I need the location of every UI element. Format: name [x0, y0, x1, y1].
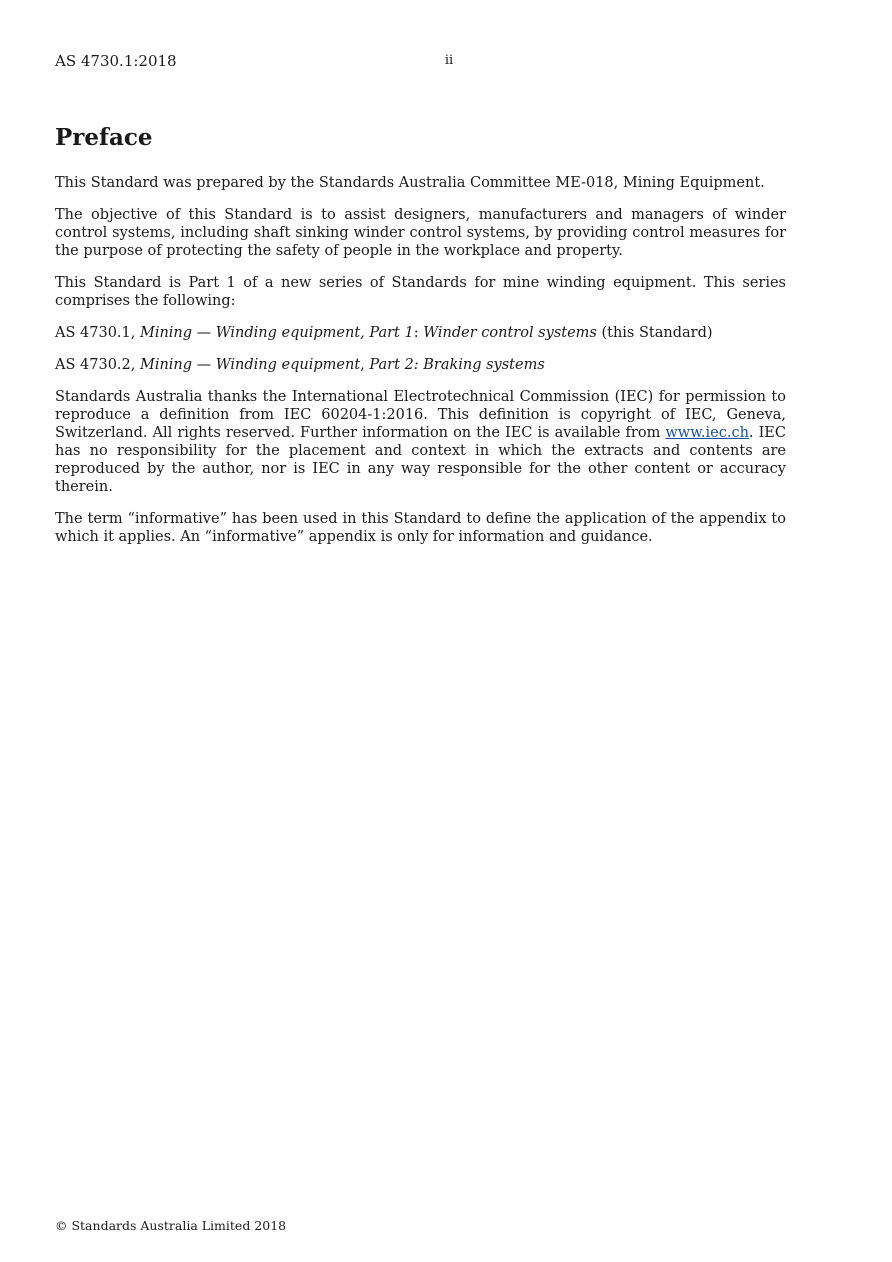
series-item-code: AS 4730.2,: [55, 357, 140, 373]
iec-text-after-link: . IEC has no responsibility for the placement and context in which the extracts and contents are reproduced by the author, nor is IEC in any way responsible for the other content or accuracy therein.: [55, 425, 786, 495]
series-item-part-2: [55, 356, 786, 374]
series-item-part-1: [55, 324, 786, 342]
paragraph-series-intro: This Standard is Part 1 of a new series of Standards for mine winding equipment. This series comprises the following:: [55, 275, 786, 309]
preface-body: [55, 174, 786, 560]
paragraph-informative-term: The term “informative” has been used in this Standard to define the application of the appendix to which it applies. An “informative” appendix is only for information and guidance.: [55, 511, 786, 545]
iec-website-link[interactable]: www.iec.ch: [665, 425, 749, 441]
page-title: Preface: [55, 124, 153, 151]
copyright-footer: © Standards Australia Limited 2018: [55, 1218, 287, 1233]
iec-text-before-link: Standards Australia thanks the International Electrotechnical Commission (IEC) for permission to reproduce a definition from IEC 60204-1:2016. This definition is copyright of IEC, Geneva, Switzerland. All rights reserved. Further information on the IEC is available from: [55, 389, 786, 441]
series-item-title: Mining — Winding equipment, Part 1: [139, 325, 414, 341]
series-item-title: Mining — Winding equipment: [139, 357, 361, 373]
page-number: ii: [444, 53, 454, 68]
series-item-code: AS 4730.1,: [55, 325, 140, 341]
page-header-doc-id: AS 4730.1:2018: [55, 52, 177, 70]
series-item-note: (this Standard): [596, 325, 713, 341]
series-item-separator: :: [413, 325, 424, 341]
paragraph-iec-acknowledgement: [55, 388, 786, 496]
series-item-subtitle: Part 2: Braking systems: [369, 357, 545, 373]
series-item-subtitle: Winder control systems: [423, 325, 597, 341]
series-item-separator: ,: [360, 357, 370, 373]
paragraph-committee: This Standard was prepared by the Standards Australia Committee ME-018, Mining Equipment.: [55, 175, 765, 191]
paragraph-objective: The objective of this Standard is to assist designers, manufacturers and managers of winder control systems, including shaft sinking winder control systems, by providing control measures for the purpose of protecting the safety of people in the workplace and property.: [55, 207, 786, 259]
